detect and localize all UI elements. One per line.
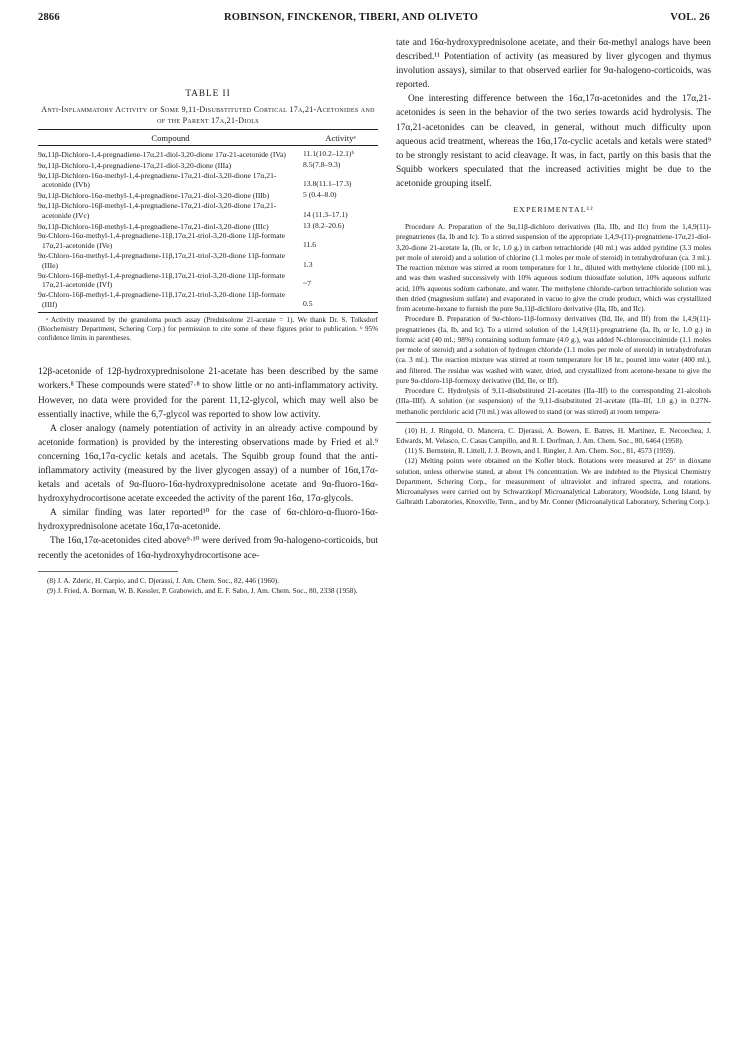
compound-cell: 9α,11β-Dichloro-16β-methyl-1,4-pregnadiene-17α,21-diol-3,20-dione 17α,21-acetonide (IVc) xyxy=(38,200,277,220)
col-compound-header: Compound xyxy=(151,133,190,143)
compound-cell: 9α-Chloro-16β-methyl-1,4-pregnadiene-11β,17α,21-triol-3,20-dione 11β-formate 17α,21-acetonide (IVf) xyxy=(38,270,285,290)
compound-cell: 9α,11β-Dichloro-16α-methyl-1,4-pregnadiene-17α,21-diol-3,20-dione (IIIb) xyxy=(38,191,270,201)
right-references xyxy=(396,422,711,508)
left-column xyxy=(38,36,378,596)
experimental-heading: EXPERIMENTAL¹² xyxy=(513,205,594,215)
table-row xyxy=(38,171,378,191)
table-row xyxy=(38,201,378,221)
activity-cell: 13.8(11.1–17.3) xyxy=(303,179,352,189)
reference-note: (12) Melting points were obtained on the Kofler block. Rotations were measured at 25° in dioxane solution, unless otherwise stated, at about 1% concentration. We are indebted to the Physical Chemistry Department, Schering Corp., for measurement of ultraviolet and infrared spectra, and rotations. Microanalyses were carried out by Schwarzkopf Microanalytical Laboratory, Woodside, Long Island, by Galbraith Laboratories, Knoxville, Tenn., and by Mr. Conner (Microanalytical Laboratory, Schering Corp.). xyxy=(396,456,711,507)
table-row xyxy=(38,221,378,232)
compound-cell: 9α,11β-Dichloro-1,4-pregnadiene-17α,21-diol-3,20-dione 17α-21-acetonide (IVa) xyxy=(38,150,286,159)
compound-cell: 9α,11β-Dichloro-16α-methyl-1,4-pregnadiene-17α,21-diol-3,20-dione 17α,21-acetonide (IVb) xyxy=(38,170,277,190)
body-paragraph: tate and 16α-hydroxyprednisolone acetate, and their 6α-methyl analogs have been described.¹¹ Potentiation of activity (as measured by liver glycogen and thymus involution assays), similar to that observed earlier for 9α-halogeno-corticoids, was reported. xyxy=(396,38,711,91)
table-footnote: ᵃ Activity measured by the granuloma pouch assay (Prednisolone 21-acetate = 1). We thank Dr. S. Tolksdorf (Biochemistry Department, Schering Corp.) for permission to cite some of these figures prior to publication. ᵇ 95% confidence limits in parentheses. xyxy=(38,312,378,344)
procedure-paragraph: Procedure C. Hydrolysis of 9,11-disubstituted 21-acetates (IIa–IIf) to the corresponding 21-alcohols (IIIa–IIIf). A solution (or suspension) of the 9,11-disubstituted 21-acetate (IIa–IIf, 1.0 g.) in 0.27N-methanolic perchloric acid (70 ml.) was allowed to stand (or was stirred) at room tempera- xyxy=(396,386,711,416)
compound-cell: 9α,11β-Dichloro-16β-methyl-1,4-pregnadiene-17α,21-diol-3,20-dione (IIIc) xyxy=(38,221,269,231)
table-row xyxy=(38,290,378,310)
left-body-text xyxy=(38,365,378,562)
table-row xyxy=(38,251,378,271)
body-paragraph: 12β-acetonide of 12β-hydroxyprednisolone 21-acetate has been described by the same workers.⁸ These compounds were stated⁷·⁸ to show little or no anti-inflammatory activity. However, no data were provided for the parent 11,12-glycol, which may well also be essentially inactive, while the 6,7-glycol was reported to show low activity. xyxy=(38,367,378,420)
table-row xyxy=(38,231,378,251)
table-caption: Anti-Inflammatory Activity of Some 9,11-Disubstituted Cortical 17α,21-Acetonides and of the Parent 17α,21-Diols xyxy=(41,105,375,125)
body-paragraph: A closer analogy (namely potentiation of activity in an already active compound by acetonide formation) is provided by the interesting observations made by Fried et al.⁹ concerning 16α,17α-cyclic ketals and acetals. The Squibb group found that the anti-inflammatory activity (measured by the liver glycogen assay) of a number of 16α,17α-ketals and acetals of 9α-fluoro-16α-hydroxyprednisolone acetate and 9α-fluoro-16α-hydroxyhydrocortisone acetate exceeded the activity of the parent 16α, 17α-glycols. xyxy=(38,423,378,505)
reference-note: (9) J. Fried, A. Borman, W. B. Kessler, P. Grabowich, and E. F. Sabo, J. Am. Chem. Soc., 80, 2338 (1958). xyxy=(47,585,358,595)
page-number: 2866 xyxy=(38,12,60,23)
activity-cell: 8.5(7.8–9.3) xyxy=(303,159,341,169)
procedure-paragraph: Procedure A. Preparation of the 9α,11β-dichloro derivatives (IIa, IIb, and IIc) from the 1,4,9(11)-pregnatrienes (Ia, Ib and Ic). To a stirred suspension of the appropriate 1,4,9-(11)-pregnatriene-17α,21-diol-3,20-dione 21-acetate Ia, (Ib, or Ic, 1.0 g.) in carbon tetrachloride (40 ml.) was added pyridine (3.3 moles per mole of steroid) and a solution of chlorine (1.1 moles per mole of steroid) in tetrahydrofuran (ca. 3 ml.). The reaction mixture was stirred at room temperature for 1 hr., diluted with methylene chloride (100 ml.), and was then washed successively with 10% aqueous sodium thiosulfate solution, 10% aqueous sulfuric acid, 10% aqueous sodium carbonate, and water. The methylene chloride-carbon tetrachloride solution was then dried (magnesium sulfate) and evaporated in vacuo to give the crude product, which was crystallized from acetone-hexane to furnish the pure 9α,11β-dichloro derivative (IIa, IIb, and IIc). xyxy=(396,222,711,314)
reference-note: (10) H. J. Ringold, O. Mancera, C. Djerassi, A. Bowers, E. Batres, H. Martinez, E. Necoechea, J. Edwards, M. Velasco, C. Casas Campillo, and R. I. Dorfman, J. Am. Chem. Soc., 80, 6464 (1958). xyxy=(396,425,711,445)
activity-cell: 11.6 xyxy=(303,240,317,250)
compound-cell: 9α,11β-Dichloro-1,4-pregnadiene-17α,21-diol-3,20-dione (IIIa) xyxy=(38,160,232,170)
activity-cell: 13 (8.2–20.6) xyxy=(303,220,345,230)
activity-cell: 0.5 xyxy=(303,298,313,308)
compound-cell: 9α-Chloro-16β-methyl-1,4-pregnadiene-11β,17α,21-triol-3,20-dione 11β-formate (IIIf) xyxy=(38,290,285,309)
compound-cell: 9α-Chloro-16α-methyl-1,4-pregnadiene-11β,17α,21-triol-3,20-dione 11β-formate 17α,21-acetonide (IVe) xyxy=(38,231,286,251)
table-number: TABLE II xyxy=(185,88,231,98)
procedure-paragraph: Procedure B. Preparation of 9α-chloro-11β-formoxy derivatives (IId, IIe, and IIf) from the 1,4,9(11)-pregnatrienes (Ia, Ib, and Ic). To a stirred solution of the 1,4,9(11)-pregnatriene (Ia, Ib, or Ic, 1.0 g.) in formic acid (40 ml.; 98%) containing sodium formate (4.0 g.), was added N-chlorosuccinimide (1.1 moles per mole of steroid) and a solution of hydrogen chloride (1.1 moles per mole of steroid) in tetrahydrofuran (ca. 3 ml.). The reaction mixture was stirred at room temperature for 18 hr., poured into water (400 ml.), and filtered. The residue was washed with water, dried, and crystallized from acetone-hexane to give the pure 9α-chloro-11β-formoxy derivative (IId, IIe, or IIf). xyxy=(396,314,711,385)
volume-label: VOL. 26 xyxy=(670,12,710,23)
table-row xyxy=(38,190,378,201)
activity-cell: 1.3 xyxy=(303,259,313,269)
activity-cell: 5 (0.4–8.0) xyxy=(303,190,337,200)
activity-cell: 11.1(10.2–12.1)ᵇ xyxy=(303,149,354,158)
body-paragraph: One interesting difference between the 16α,17α-acetonides and the 17α,21-acetonides is seen in the behavior of the two series towards acid hydrolysis. The 17α,21-acetonides can be cleaved, in general, without much difficulty upon aqueous acid treatment, whereas the 16α,17α-cyclic acetals and ketals were stated⁹ to be strongly resistant to acid cleavage. It was, in fact, partly on this basis that the Squibb workers speculated that the increased activities might be due to the acetonide grouping itself. xyxy=(396,94,711,189)
reference-note: (8) J. A. Zderic, H. Carpio, and C. Djerassi, J. Am. Chem. Soc., 82, 446 (1960). xyxy=(47,575,280,585)
activity-cell: ~7 xyxy=(303,279,311,289)
body-paragraph: The 16α,17α-acetonides cited above⁹·¹⁰ were derived from 9α-halogeno-corticoids, but recently the acetonides of 16α-hydroxyhydrocortisone ace- xyxy=(38,536,378,561)
table-header-row xyxy=(38,130,378,146)
right-column xyxy=(396,36,711,507)
table-row xyxy=(38,160,378,171)
table-body xyxy=(38,149,378,310)
activity-cell: 14 (11.3–17.1) xyxy=(303,209,348,219)
table-row xyxy=(38,271,378,291)
running-header xyxy=(38,12,710,26)
compound-cell: 9α-Chloro-16α-methyl-1,4-pregnadiene-11β,17α,21-triol-3,20-dione 11β-formate (IIIe) xyxy=(38,250,286,270)
left-references xyxy=(38,576,378,596)
col-activity-header: Activityᵃ xyxy=(325,133,356,143)
running-title: ROBINSON, FINCKENOR, TIBERI, AND OLIVETO xyxy=(224,12,479,23)
body-paragraph: A similar finding was later reported¹⁰ for the case of 6α-chloro-α-fluoro-16α-hydroxyprednisolone acetate 16α,17α-acetonide. xyxy=(38,508,378,533)
reference-note: (11) S. Bernstein, R. Littell, J. J. Brown, and I. Ringler, J. Am. Chem. Soc., 81, 4573 (1959). xyxy=(405,446,676,456)
table-row xyxy=(38,149,378,160)
